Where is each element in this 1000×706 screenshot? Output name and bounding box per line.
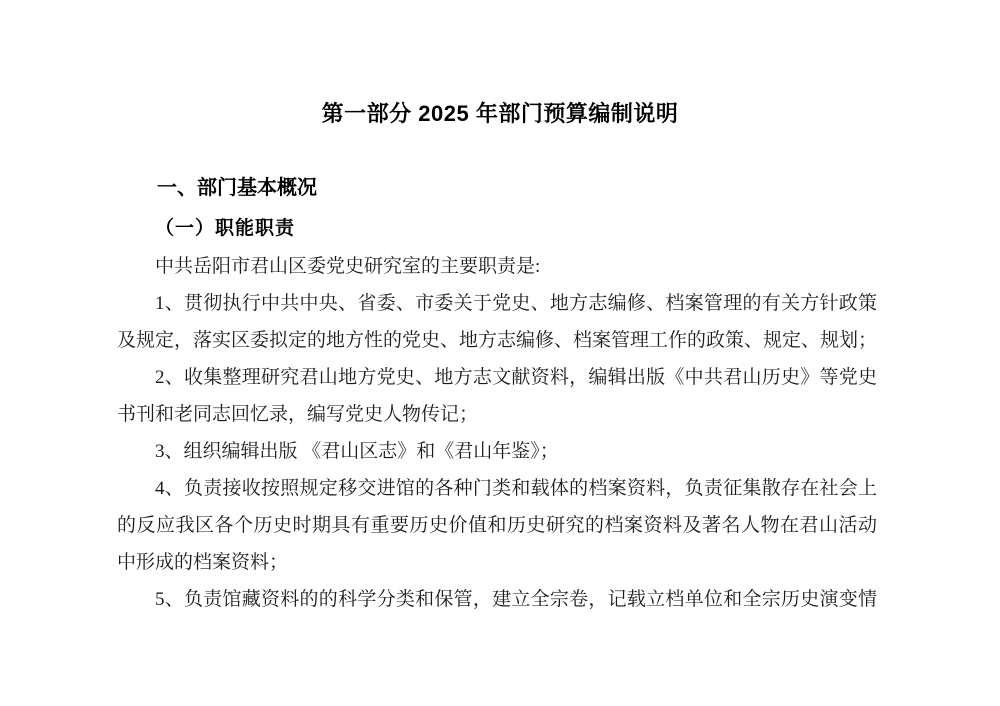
- paragraph-4-line-2: 的反应我区各个历史时期具有重要历史价值和历史研究的档案资料及著名人物在君山活动: [117, 515, 877, 536]
- paragraph-2-line-2: 书刊和老同志回忆录，编写党史人物传记；: [117, 404, 479, 425]
- paragraph-1-line-1: 1、贯彻执行中共中央、省委、市委关于党史、地方志编修、档案管理的有关方针政策: [155, 293, 877, 314]
- document-content: [117, 177, 877, 618]
- document-title: 第一部分 2025 年部门预算编制说明: [321, 101, 679, 126]
- body-text: [117, 248, 877, 618]
- paragraph-2-line-1: 2、收集整理研究君山地方党史、地方志文献资料，编辑出版《中共君山历史》等党史: [155, 367, 877, 388]
- paragraph-3-line-1: 3、组织编辑出版 《君山区志》和《君山年鉴》；: [155, 441, 559, 462]
- paragraph-intro-line: 中共岳阳市君山区委党史研究室的主要职责是:: [155, 256, 541, 277]
- paragraph-4-line-1: 4、负责接收按照规定移交进馆的各种门类和载体的档案资料，负责征集散存在社会上: [155, 478, 877, 499]
- paragraph-1-line-2: 及规定，落实区委拟定的地方性的党史、地方志编修、档案管理工作的政策、规定、规划；: [117, 330, 878, 351]
- paragraph-5-line-1: 5、负责馆藏资料的的科学分类和保管，建立全宗卷，记载立档单位和全宗历史演变情: [155, 589, 877, 610]
- paragraph-4-line-3: 中形成的档案资料；: [117, 552, 289, 573]
- subsection-heading: （一）职能职责: [155, 218, 296, 239]
- section-heading: 一、部门基本概况: [157, 177, 317, 199]
